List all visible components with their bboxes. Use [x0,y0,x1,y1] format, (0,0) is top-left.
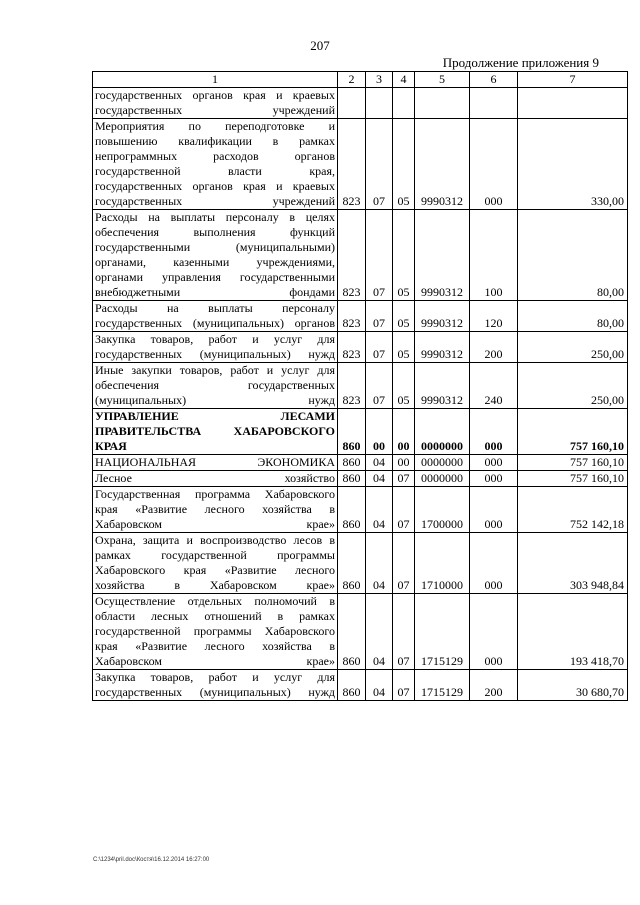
cell-amount: 757 160,10 [518,455,628,471]
cell-amount: 193 418,70 [518,594,628,670]
cell-ministry-code: 823 [338,363,366,409]
cell-name: НАЦИОНАЛЬНАЯ ЭКОНОМИКА [93,455,338,471]
table-row [93,487,628,533]
header-col-4: 4 [393,72,415,88]
cell-name: Иные закупки товаров, работ и услуг для обеспечения государственных (муниципальных) нужд [93,363,338,409]
cell-expense-type: 000 [470,409,518,455]
cell-target-article: 0000000 [415,471,470,487]
cell-subsection: 07 [393,533,415,594]
cell-ministry-code: 860 [338,533,366,594]
cell-amount: 80,00 [518,301,628,332]
cell-section: 07 [366,363,393,409]
cell-target-article: 9990312 [415,301,470,332]
header-col-2: 2 [338,72,366,88]
cell-amount: 757 160,10 [518,409,628,455]
cell-subsection: 07 [393,594,415,670]
cell-section: 04 [366,455,393,471]
cell-section [366,88,393,119]
cell-name: Мероприятия по переподготовке и повышению квалификации в рамках непрограммных расходов органов государственной власти края, государственных органов края и краевых государственных учреждений [93,119,338,210]
cell-ministry-code: 860 [338,487,366,533]
cell-ministry-code: 860 [338,455,366,471]
cell-expense-type: 240 [470,363,518,409]
cell-ministry-code: 860 [338,409,366,455]
cell-amount [518,88,628,119]
cell-amount: 303 948,84 [518,533,628,594]
cell-section: 04 [366,487,393,533]
cell-target-article: 9990312 [415,119,470,210]
cell-expense-type: 000 [470,455,518,471]
header-col-6: 6 [470,72,518,88]
cell-target-article: 9990312 [415,363,470,409]
cell-expense-type: 100 [470,210,518,301]
cell-name: Государственная программа Хабаровского края «Развитие лесного хозяйства в Хабаровском крае» [93,487,338,533]
table-row [93,363,628,409]
cell-target-article: 1715129 [415,594,470,670]
cell-subsection: 05 [393,119,415,210]
table-row [93,332,628,363]
cell-target-article: 1710000 [415,533,470,594]
cell-subsection: 07 [393,471,415,487]
cell-ministry-code [338,88,366,119]
table-row [93,533,628,594]
cell-amount: 30 680,70 [518,670,628,701]
cell-expense-type: 000 [470,487,518,533]
cell-subsection: 05 [393,363,415,409]
cell-target-article: 1700000 [415,487,470,533]
cell-subsection: 05 [393,332,415,363]
appendix-continuation-note: Продолжение приложения 9 [442,55,599,70]
table-row [93,88,628,119]
cell-subsection: 05 [393,210,415,301]
cell-amount: 80,00 [518,210,628,301]
page-number: 207 [310,38,330,53]
table-body [93,88,628,701]
cell-ministry-code: 860 [338,594,366,670]
cell-amount: 330,00 [518,119,628,210]
cell-section: 07 [366,332,393,363]
cell-target-article: 1715129 [415,670,470,701]
cell-section: 04 [366,533,393,594]
cell-ministry-code: 823 [338,210,366,301]
cell-name: Закупка товаров, работ и услуг для государственных (муниципальных) нужд [93,670,338,701]
cell-subsection: 00 [393,409,415,455]
cell-expense-type: 000 [470,594,518,670]
table-row [93,119,628,210]
cell-ministry-code: 860 [338,471,366,487]
cell-name: Расходы на выплаты персоналу государственных (муниципальных) органов [93,301,338,332]
cell-target-article: 9990312 [415,332,470,363]
budget-table [92,71,628,701]
cell-subsection: 07 [393,670,415,701]
cell-section: 04 [366,670,393,701]
cell-amount: 250,00 [518,332,628,363]
cell-section: 04 [366,594,393,670]
table-row [93,670,628,701]
cell-name: Закупка товаров, работ и услуг для государственных (муниципальных) нужд [93,332,338,363]
cell-expense-type: 200 [470,332,518,363]
cell-name: Осуществление отдельных полномочий в области лесных отношений в рамках государственной программы Хабаровского края «Развитие лесного хозяйства в Хабаровском крае» [93,594,338,670]
cell-name: Лесное хозяйство [93,471,338,487]
cell-expense-type: 000 [470,533,518,594]
table-row [93,409,628,455]
cell-name: государственных органов края и краевых государственных учреждений [93,88,338,119]
cell-target-article: 0000000 [415,455,470,471]
cell-name: Расходы на выплаты персоналу в целях обеспечения выполнения функций государственными (муниципальными) органами, казенными учреждениями, органами управления государственными внебюджетными фондами [93,210,338,301]
cell-expense-type: 120 [470,301,518,332]
header-col-1: 1 [93,72,338,88]
header-col-3: 3 [366,72,393,88]
cell-section: 07 [366,301,393,332]
cell-target-article [415,88,470,119]
footer-file-path: C:\1234\pril.doc\Костя\16.12.2014 16:27:00 [93,857,210,863]
header-col-5: 5 [415,72,470,88]
cell-section: 04 [366,471,393,487]
cell-expense-type: 000 [470,119,518,210]
table-row [93,594,628,670]
cell-ministry-code: 823 [338,119,366,210]
table-row [93,471,628,487]
cell-amount: 757 160,10 [518,471,628,487]
cell-target-article: 9990312 [415,210,470,301]
cell-section: 07 [366,119,393,210]
cell-subsection: 05 [393,301,415,332]
cell-expense-type: 200 [470,670,518,701]
cell-target-article: 0000000 [415,409,470,455]
cell-section: 07 [366,210,393,301]
cell-amount: 752 142,18 [518,487,628,533]
cell-expense-type: 000 [470,471,518,487]
table-row [93,210,628,301]
table-row [93,301,628,332]
table-header-row [93,72,628,88]
cell-name: Охрана, защита и воспроизводство лесов в рамках государственной программы Хабаровского края «Развитие лесного хозяйства в Хабаровском крае» [93,533,338,594]
table-row [93,455,628,471]
cell-ministry-code: 823 [338,332,366,363]
cell-section: 00 [366,409,393,455]
cell-ministry-code: 823 [338,301,366,332]
cell-subsection: 07 [393,487,415,533]
cell-amount: 250,00 [518,363,628,409]
cell-ministry-code: 860 [338,670,366,701]
cell-name: УПРАВЛЕНИЕ ЛЕСАМИ ПРАВИТЕЛЬСТВА ХАБАРОВСКОГО КРАЯ [93,409,338,455]
cell-subsection [393,88,415,119]
cell-expense-type [470,88,518,119]
cell-subsection: 00 [393,455,415,471]
header-col-7: 7 [518,72,628,88]
